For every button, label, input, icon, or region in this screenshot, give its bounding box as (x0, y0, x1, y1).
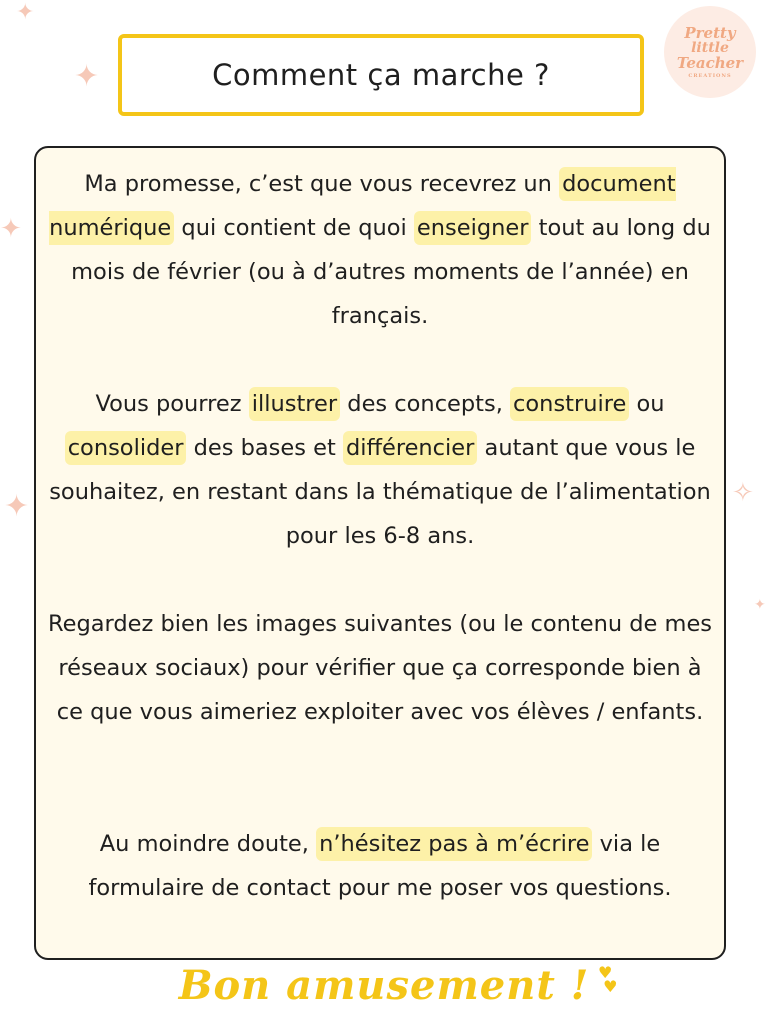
paragraph-text: Au moindre doute, (99, 831, 317, 857)
sparkle-icon: ✦ (754, 597, 766, 613)
paragraph-text: tout au long du mois de février (ou à d’autres moments de l’année) en français. (71, 215, 711, 329)
sparkle-icon: ✦ (4, 489, 30, 524)
logo-text: little (691, 39, 729, 56)
paragraph-text: qui contient de quoi (174, 215, 414, 241)
page-title: Comment ça marche ? (212, 58, 550, 92)
logo-text: CREATIONS (688, 72, 732, 79)
highlighted-phrase: illustrer (249, 387, 340, 421)
closing-text: Bon amusement ! (178, 962, 590, 1009)
paragraph-text: Vous pourrez (95, 391, 249, 417)
highlighted-phrase: n’hésitez pas à m’écrire (316, 827, 592, 861)
highlighted-phrase: consolider (65, 431, 187, 465)
paragraph (46, 382, 714, 558)
highlighted-phrase: document numérique (49, 167, 676, 245)
sparkle-icon: ✦ (0, 214, 22, 244)
page-title-box (118, 34, 644, 116)
paragraph-text: des concepts, (340, 391, 511, 417)
content-card (34, 146, 726, 960)
sparkle-icon: ✦ (16, 0, 35, 25)
paragraph-text: Regardez bien les images suivantes (ou le contenu de mes réseaux sociaux) pour vérifier que ça corresponde bien à ce que vous aimeriez exploiter avec vos élèves / enfants. (47, 611, 713, 725)
logo-text: Teacher (676, 53, 744, 72)
paragraph-text: via le formulaire de contact pour me poser vos questions. (88, 831, 672, 901)
sparkle-icon: ✦ (74, 59, 100, 94)
logo-text: Pretty (684, 23, 736, 42)
paragraph (46, 162, 714, 338)
brand-logo (664, 6, 756, 98)
paragraph (46, 822, 714, 910)
highlighted-phrase: différencier (343, 431, 477, 465)
sparkle-icon: ✧ (732, 478, 754, 508)
paragraph (46, 602, 714, 734)
paragraph-text: autant que vous le souhaitez, en restant dans la thématique de l’alimentation pour les 6-8 ans. (49, 435, 711, 549)
paragraph-text: ou (629, 391, 665, 417)
paragraph-text: des bases et (186, 435, 343, 461)
paragraph-text: Ma promesse, c’est que vous recevrez un (84, 171, 560, 197)
highlighted-phrase: enseigner (414, 211, 532, 245)
highlighted-phrase: construire (510, 387, 629, 421)
hearts-icon: ♥ ♥ (598, 963, 618, 996)
